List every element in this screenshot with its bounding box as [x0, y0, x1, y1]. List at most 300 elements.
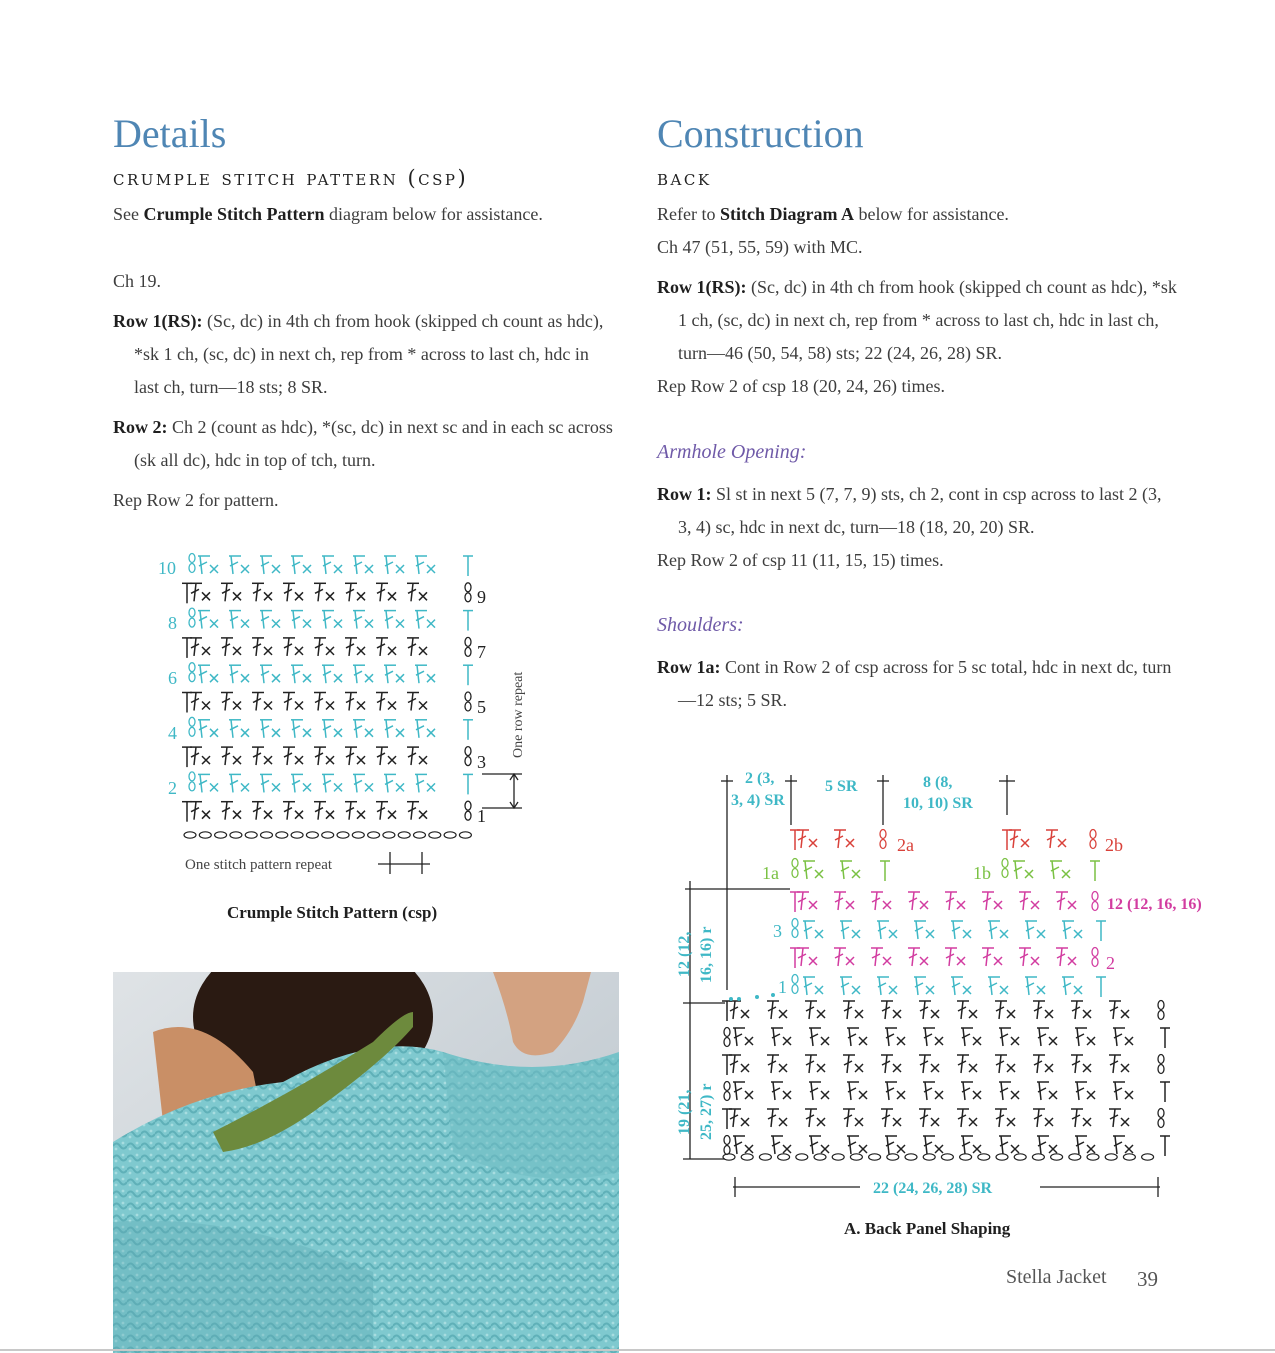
csp-foundation-chain: [184, 832, 471, 838]
stitch-symbol: [797, 830, 817, 848]
hdc-symbol: [463, 556, 473, 576]
chain-symbol: [724, 1038, 730, 1047]
stitch-symbol: [229, 774, 249, 792]
stitch-symbol: [283, 693, 303, 711]
hdc-symbol: [1096, 921, 1106, 941]
dim-top-mid: 5 SR: [825, 778, 858, 795]
shoulders-heading: Shoulders:: [657, 614, 744, 636]
stitch-symbol: [999, 1136, 1019, 1154]
dim-top-left-2: 3, 4) SR: [731, 792, 785, 809]
chain-symbol: [1158, 1001, 1164, 1010]
csp-row2: Row 2: Ch 2 (count as hdc), *(sc, dc) in next sc and in each sc across (sk all dc), hdc in top of tch, turn.: [113, 417, 613, 470]
chain-symbol: [189, 717, 195, 726]
stitch-symbol: [995, 1109, 1015, 1127]
chain-symbol: [1158, 1109, 1164, 1118]
stitch-symbol: [951, 921, 971, 939]
stitch-symbol: [283, 638, 303, 656]
row-repeat-bracket: [482, 774, 522, 808]
stitch-symbol: [198, 665, 218, 683]
chain-symbol: [1002, 869, 1008, 878]
hdc-symbol: [463, 774, 473, 794]
csp-instructions: [113, 265, 613, 517]
stitch-symbol: [407, 583, 427, 601]
csp-caption: Crumple Stitch Pattern (csp): [227, 903, 438, 922]
chain-symbol: [322, 832, 334, 838]
stitch-repeat-label: One stitch pattern repeat: [185, 857, 333, 873]
chain-symbol: [306, 832, 318, 838]
stitch-symbol: [260, 720, 280, 738]
back-row1: Row 1(RS): (Sc, dc) in 4th ch from hook (skipped ch count as hdc), *sk 1 ch, (sc, dc) in next ch, rep from * across to last ch, hdc in last ch, turn—46 (50, 54, 58) sts; 22 (24, 26, 28) SR.: [657, 277, 1177, 363]
stitch-symbol: [376, 802, 396, 820]
stitch-symbol: [881, 1109, 901, 1127]
hdc-symbol: [182, 693, 192, 713]
stitch-symbol: [803, 861, 823, 879]
chain-symbol: [189, 673, 195, 682]
row-label-8: 8: [168, 613, 177, 633]
stitch-symbol: [805, 1055, 825, 1073]
stitch-symbol: [945, 948, 965, 966]
dim-bottom: 22 (24, 26, 28) SR: [873, 1180, 993, 1197]
stitch-symbol: [1113, 1082, 1133, 1100]
stitch-symbol: [988, 977, 1008, 995]
chain-symbol: [1002, 859, 1008, 868]
stitch-symbol: [260, 611, 280, 629]
chain-symbol: [792, 975, 798, 984]
chain-symbol: [1158, 1065, 1164, 1074]
hdc-symbol: [463, 665, 473, 685]
chain-symbol: [880, 830, 886, 839]
stitch-symbol: [1075, 1028, 1095, 1046]
stitch-symbol: [999, 1082, 1019, 1100]
chain-symbol: [1014, 1154, 1026, 1160]
stitch-symbol: [1062, 921, 1082, 939]
stitch-symbol: [923, 1028, 943, 1046]
dimension-lines: [683, 775, 1160, 1197]
stitch-symbol: [190, 638, 210, 656]
hdc-symbol: [182, 638, 192, 658]
hdc-symbol: [182, 583, 192, 603]
stitch-symbol: [847, 1136, 867, 1154]
row-label-2b: 2b: [1105, 835, 1123, 855]
row-label-4: 4: [168, 723, 177, 743]
stitch-symbol: [988, 921, 1008, 939]
csp-diagram: [150, 548, 540, 888]
stitch-symbol: [1033, 1109, 1053, 1127]
chain-symbol: [792, 869, 798, 878]
stitch-symbol: [221, 583, 241, 601]
stitch-symbol: [840, 921, 860, 939]
dim-top-right-2: 10, 10) SR: [903, 795, 973, 812]
stitch-symbol: [353, 720, 373, 738]
chain-symbol: [291, 832, 303, 838]
stitch-symbol: [999, 1028, 1019, 1046]
stitch-symbol: [834, 830, 854, 848]
stitch-symbol: [961, 1082, 981, 1100]
chain-symbol: [184, 832, 196, 838]
hdc-symbol: [463, 611, 473, 631]
stitch-symbol: [919, 1055, 939, 1073]
stitch-symbol: [322, 665, 342, 683]
stitch-symbol: [384, 556, 404, 574]
chain-symbol: [189, 608, 195, 617]
back-intro: Refer to Stitch Diagram A below for assistance.: [657, 204, 1009, 224]
stitch-symbol: [733, 1028, 753, 1046]
stitch-symbol: [840, 861, 860, 879]
stitch-symbol: [877, 921, 897, 939]
stitch-symbol: [847, 1082, 867, 1100]
chain-symbol: [850, 1154, 862, 1160]
stitch-symbol: [314, 802, 334, 820]
chain-symbol: [1105, 1154, 1117, 1160]
csp-row1: Row 1(RS): (Sc, dc) in 4th ch from hook (skipped ch count as hdc), *sk 1 ch, (sc, dc) in next ch, rep from * across to last ch, hdc in last ch, turn—18 sts; 8 SR.: [113, 311, 604, 397]
stitch-symbol: [291, 556, 311, 574]
stitch-symbol: [843, 1055, 863, 1073]
hdc-symbol: [1160, 1136, 1170, 1156]
chain-symbol: [414, 832, 426, 838]
row-label-9: 9: [477, 587, 486, 607]
page-number: 39: [1137, 1267, 1158, 1291]
stitch-symbol: [945, 892, 965, 910]
chain-symbol: [465, 647, 471, 656]
stitch-symbol: [221, 693, 241, 711]
dim-side-upper-1: 12 (12,: [676, 931, 693, 977]
stitch-symbol: [283, 747, 303, 765]
chain-symbol: [465, 757, 471, 766]
row-label-1: 1: [778, 977, 787, 997]
stitch-symbol: [1075, 1136, 1095, 1154]
stitch-symbol: [415, 556, 435, 574]
chain-symbol: [741, 1154, 753, 1160]
stitch-symbol: [881, 1055, 901, 1073]
stitch-symbol: [1075, 1082, 1095, 1100]
chain-symbol: [189, 663, 195, 672]
stitch-symbol: [252, 638, 272, 656]
csp-stitch-rows: [182, 554, 473, 822]
chain-symbol: [352, 832, 364, 838]
chain-symbol: [792, 919, 798, 928]
stitch-symbol: [415, 774, 435, 792]
chain-symbol: [724, 1136, 730, 1145]
chain-symbol: [1142, 1154, 1154, 1160]
stitch-symbol: [345, 802, 365, 820]
stitch-symbol: [843, 1109, 863, 1127]
chain-symbol: [905, 1154, 917, 1160]
stitch-symbol: [1033, 1001, 1053, 1019]
stitch-symbol: [283, 802, 303, 820]
stitch-symbol: [1037, 1028, 1057, 1046]
stitch-symbol: [809, 1028, 829, 1046]
chain-symbol: [337, 832, 349, 838]
stitch-symbol: [314, 638, 334, 656]
construction-heading: Construction: [657, 111, 864, 156]
stitch-symbol: [1071, 1109, 1091, 1127]
stitch-symbol: [384, 611, 404, 629]
chain-symbol: [724, 1028, 730, 1037]
stitch-symbol: [229, 720, 249, 738]
csp-chain: Ch 19.: [113, 271, 162, 291]
chain-symbol: [1069, 1154, 1081, 1160]
armhole-row1: Row 1: Sl st in next 5 (7, 7, 9) sts, ch 2, cont in csp across to last 2 (3, 3, 4) sc, hdc in next dc, turn—18 (18, 20, 20) SR.: [657, 484, 1162, 537]
hdc-symbol: [1096, 977, 1106, 997]
stitch-symbol: [252, 583, 272, 601]
stitch-symbol: [871, 892, 891, 910]
chain-symbol: [792, 929, 798, 938]
back-instructions: [657, 198, 1177, 403]
stitch-symbol: [1056, 892, 1076, 910]
stitch-symbol: [957, 1001, 977, 1019]
chain-symbol: [189, 772, 195, 781]
stitch-symbol: [881, 1001, 901, 1019]
stitch-symbol: [914, 921, 934, 939]
stitch-symbol: [809, 1136, 829, 1154]
stitch-symbol: [353, 774, 373, 792]
chain-symbol: [429, 832, 441, 838]
hdc-symbol: [463, 720, 473, 740]
stitch-symbol: [908, 892, 928, 910]
chain-symbol: [199, 832, 211, 838]
chain-symbol: [1032, 1154, 1044, 1160]
stitch-symbol: [283, 583, 303, 601]
stitch-symbol: [767, 1055, 787, 1073]
row-label-3: 3: [773, 921, 782, 941]
stitch-symbol: [797, 892, 817, 910]
chain-symbol: [465, 637, 471, 646]
back-subheading: back: [657, 166, 712, 190]
dim-side-lower-1: 19 (21,: [676, 1089, 693, 1135]
stitch-symbol: [1071, 1055, 1091, 1073]
stitch-symbol: [1019, 948, 1039, 966]
chain-symbol: [1123, 1154, 1135, 1160]
stitch-symbol: [407, 693, 427, 711]
stitch-symbol: [767, 1001, 787, 1019]
stitch-symbol: [345, 693, 365, 711]
back-chain: Ch 47 (51, 55, 59) with MC.: [657, 237, 863, 257]
row-label-2: 2: [168, 778, 177, 798]
row-label-1: 1: [477, 806, 486, 826]
stitch-symbol: [1013, 861, 1033, 879]
chain-symbol: [1158, 1055, 1164, 1064]
stitch-symbol: [345, 747, 365, 765]
stitch-symbol: [885, 1136, 905, 1154]
stitch-symbol: [322, 611, 342, 629]
stitch-symbol: [415, 720, 435, 738]
stitch-symbol: [415, 611, 435, 629]
stitch-symbol: [843, 1001, 863, 1019]
hdc-symbol: [182, 802, 192, 822]
back-stitch-rows: [722, 830, 1170, 1157]
details-heading: Details: [113, 111, 227, 156]
chain-symbol: [465, 593, 471, 602]
stitch-symbol: [384, 720, 404, 738]
chain-symbol: [465, 747, 471, 756]
stitch-symbol: [771, 1028, 791, 1046]
stitch-symbol: [291, 665, 311, 683]
stitch-symbol: [1009, 830, 1029, 848]
stitch-symbol: [995, 1001, 1015, 1019]
stitch-symbol: [871, 948, 891, 966]
stitch-symbol: [1019, 892, 1039, 910]
row-label-1a: 1a: [762, 863, 779, 883]
armhole-instructions: [657, 478, 1177, 577]
stitch-symbol: [407, 747, 427, 765]
stitch-symbol: [840, 977, 860, 995]
chain-symbol: [796, 1154, 808, 1160]
chain-symbol: [792, 859, 798, 868]
chain-symbol: [189, 727, 195, 736]
stitch-symbol: [198, 774, 218, 792]
stitch-symbol: [345, 638, 365, 656]
stitch-symbol: [384, 774, 404, 792]
stitch-symbol: [376, 583, 396, 601]
stitch-symbol: [847, 1028, 867, 1046]
chain-symbol: [189, 782, 195, 791]
stitch-symbol: [291, 774, 311, 792]
row-label-6: 6: [168, 668, 177, 688]
stitch-symbol: [314, 693, 334, 711]
stitch-symbol: [229, 556, 249, 574]
chain-symbol: [778, 1154, 790, 1160]
chain-symbol: [276, 832, 288, 838]
dim-top-right-1: 8 (8,: [923, 774, 953, 791]
chain-symbol: [1090, 840, 1096, 849]
stitch-symbol: [957, 1055, 977, 1073]
stitch-symbol: [1071, 1001, 1091, 1019]
stitch-symbol: [260, 665, 280, 683]
stitch-symbol: [353, 665, 373, 683]
photo-child-in-crochet-jacket: [113, 972, 619, 1353]
chain-symbol: [1158, 1011, 1164, 1020]
stitch-symbol: [914, 977, 934, 995]
chain-symbol: [465, 811, 471, 820]
stitch-symbol: [353, 611, 373, 629]
chain-symbol: [869, 1154, 881, 1160]
stitch-symbol: [252, 747, 272, 765]
chain-symbol: [960, 1154, 972, 1160]
stitch-symbol: [252, 693, 272, 711]
chain-symbol: [245, 832, 257, 838]
stitch-symbol: [322, 720, 342, 738]
chain-symbol: [996, 1154, 1008, 1160]
stitch-symbol: [221, 802, 241, 820]
stitch-symbol: [923, 1136, 943, 1154]
hdc-symbol: [182, 747, 192, 767]
stitch-symbol: [384, 665, 404, 683]
stitch-symbol: [1033, 1055, 1053, 1073]
stitch-symbol: [767, 1109, 787, 1127]
stitch-symbol: [729, 1109, 749, 1127]
csp-rep: Rep Row 2 for pattern.: [113, 490, 279, 510]
chain-symbol: [724, 1146, 730, 1155]
back-panel-diagram: [665, 765, 1255, 1205]
continuation-dots: [729, 993, 775, 1001]
chain-symbol: [1087, 1154, 1099, 1160]
stitch-symbol: [1062, 977, 1082, 995]
back-row-labels: [762, 835, 1202, 997]
photo-illustration: [113, 972, 619, 1353]
stitch-symbol: [353, 556, 373, 574]
chain-symbol: [465, 801, 471, 810]
stitch-symbol: [919, 1109, 939, 1127]
row-label-5: 5: [477, 697, 486, 717]
chain-symbol: [724, 1082, 730, 1091]
dim-side-lower-2: 25, 27) r: [698, 1083, 715, 1140]
chain-symbol: [465, 583, 471, 592]
row-label-3: 3: [477, 752, 486, 772]
csp-row-labels-left: [158, 558, 177, 798]
stitch-repeat-bracket: [378, 852, 430, 874]
stitch-symbol: [919, 1001, 939, 1019]
stitch-symbol: [923, 1082, 943, 1100]
chain-symbol: [1092, 948, 1098, 957]
stitch-symbol: [729, 1001, 749, 1019]
shoulders-instructions: [657, 651, 1177, 717]
stitch-symbol: [1113, 1136, 1133, 1154]
stitch-symbol: [951, 977, 971, 995]
stitch-symbol: [376, 638, 396, 656]
chain-symbol: [1090, 830, 1096, 839]
stitch-symbol: [1025, 921, 1045, 939]
chain-symbol: [792, 985, 798, 994]
back-foundation-chain: [723, 1154, 1154, 1160]
chain-symbol: [832, 1154, 844, 1160]
stitch-symbol: [407, 802, 427, 820]
dim-side-upper-2: 16, 16) r: [698, 926, 715, 983]
stitch-symbol: [190, 583, 210, 601]
chain-symbol: [923, 1154, 935, 1160]
stitch-symbol: [314, 747, 334, 765]
chain-symbol: [189, 554, 195, 563]
stitch-symbol: [322, 774, 342, 792]
row-label-1b: 1b: [973, 863, 991, 883]
chain-symbol: [1092, 902, 1098, 911]
chain-symbol: [459, 832, 471, 838]
stitch-symbol: [961, 1136, 981, 1154]
stitch-symbol: [803, 977, 823, 995]
back-rep1: Rep Row 2 of csp 18 (20, 24, 26) times.: [657, 376, 945, 396]
stitch-symbol: [805, 1001, 825, 1019]
chain-symbol: [215, 832, 227, 838]
stitch-symbol: [733, 1082, 753, 1100]
stitch-symbol: [961, 1028, 981, 1046]
stitch-symbol: [1056, 948, 1076, 966]
stitch-symbol: [229, 665, 249, 683]
csp-row-labels-right: [477, 587, 486, 826]
stitch-symbol: [803, 921, 823, 939]
stitch-symbol: [877, 977, 897, 995]
row-label-2: 2: [1106, 953, 1115, 973]
stitch-symbol: [252, 802, 272, 820]
stitch-symbol: [415, 665, 435, 683]
stitch-symbol: [221, 747, 241, 765]
stitch-symbol: [291, 720, 311, 738]
chain-symbol: [261, 832, 273, 838]
stitch-symbol: [1025, 977, 1045, 995]
stitch-symbol: [771, 1082, 791, 1100]
stitch-symbol: [260, 774, 280, 792]
chain-symbol: [1158, 1119, 1164, 1128]
chain-symbol: [465, 692, 471, 701]
stitch-symbol: [1109, 1055, 1129, 1073]
stitch-symbol: [834, 892, 854, 910]
stitch-symbol: [771, 1136, 791, 1154]
stitch-symbol: [260, 556, 280, 574]
stitch-symbol: [1046, 830, 1066, 848]
stitch-symbol: [885, 1028, 905, 1046]
row-label-12: 12 (12, 16, 16): [1107, 896, 1202, 913]
stitch-symbol: [809, 1082, 829, 1100]
chain-symbol: [189, 564, 195, 573]
chain-symbol: [398, 832, 410, 838]
